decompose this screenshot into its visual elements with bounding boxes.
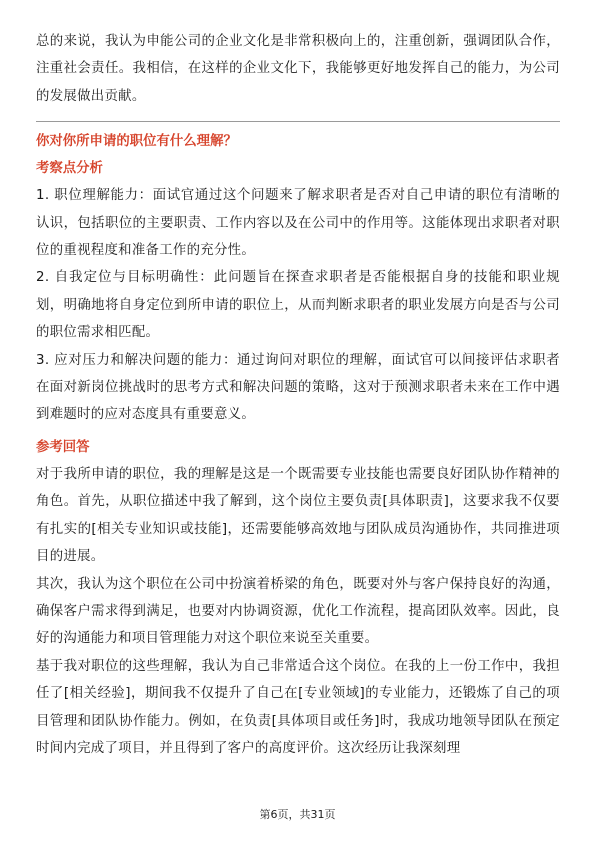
analysis-point: 2. 自我定位与目标明确性：此问题旨在探查求职者是否能根据自身的技能和职业规划，明确地将自身定位到所申请的职位上，从而判断求职者的职业发展方向是否与公司的职位需求相匹配。 [36,270,560,341]
answer-heading: 参考回答 [36,439,90,455]
page-number: 第6页，共31页 [259,808,336,821]
answer-paragraph: 其次，我认为这个职位在公司中扮演着桥梁的角色，既要对外与客户保持良好的沟通，确保客户需求得到满足，也要对内协调资源，优化工作流程，提高团队效率。因此，良好的沟通能力和项目管理能力对这个职位来说至关重要。 [36,576,560,647]
intro-paragraph: 总的来说，我认为申能公司的企业文化是非常积极向上的，注重创新，强调团队合作，注重社会责任。我相信，在这样的企业文化下，我能够更好地发挥自己的能力，为公司的发展做出贡献。 [36,34,560,104]
document-page [36,28,560,762]
question-title: 你对你所申请的职位有什么理解？ [36,134,237,150]
section-divider [36,121,560,122]
analysis-heading: 考察点分析 [36,161,103,177]
analysis-point: 1. 职位理解能力：面试官通过这个问题来了解求职者是否对自己申请的职位有清晰的认识，包括职位的主要职责、工作内容以及在公司中的作用等。这能体现出求职者对职位的重视程度和准备工作的充分性。 [36,188,560,259]
answer-paragraph: 对于我所申请的职位，我的理解是这是一个既需要专业技能也需要良好团队协作精神的角色。首先，从职位描述中我了解到，这个岗位主要负责[具体职责]，这要求我不仅要有扎实的[相关专业知识或技能]，还需要能够高效地与团队成员沟通协作，共同推进项目的进展。 [36,466,560,565]
answer-paragraph: 基于我对职位的这些理解，我认为自己非常适合这个岗位。在我的上一份工作中，我担任了[相关经验]，期间我不仅提升了自己在[专业领域]的专业能力，还锻炼了自己的项目管理和团队协作能力。例如，在负责[具体项目或任务]时，我成功地领导团队在预定时间内完成了项目，并且得到了客户的高度评价。这次经历让我深刻理 [36,658,560,756]
analysis-point: 3. 应对压力和解决问题的能力：通过询问对职位的理解，面试官可以间接评估求职者在面对新岗位挑战时的思考方式和解决问题的策略，这对于预测求职者未来在工作中遇到难题时的应对态度具有重要意义。 [36,352,560,423]
